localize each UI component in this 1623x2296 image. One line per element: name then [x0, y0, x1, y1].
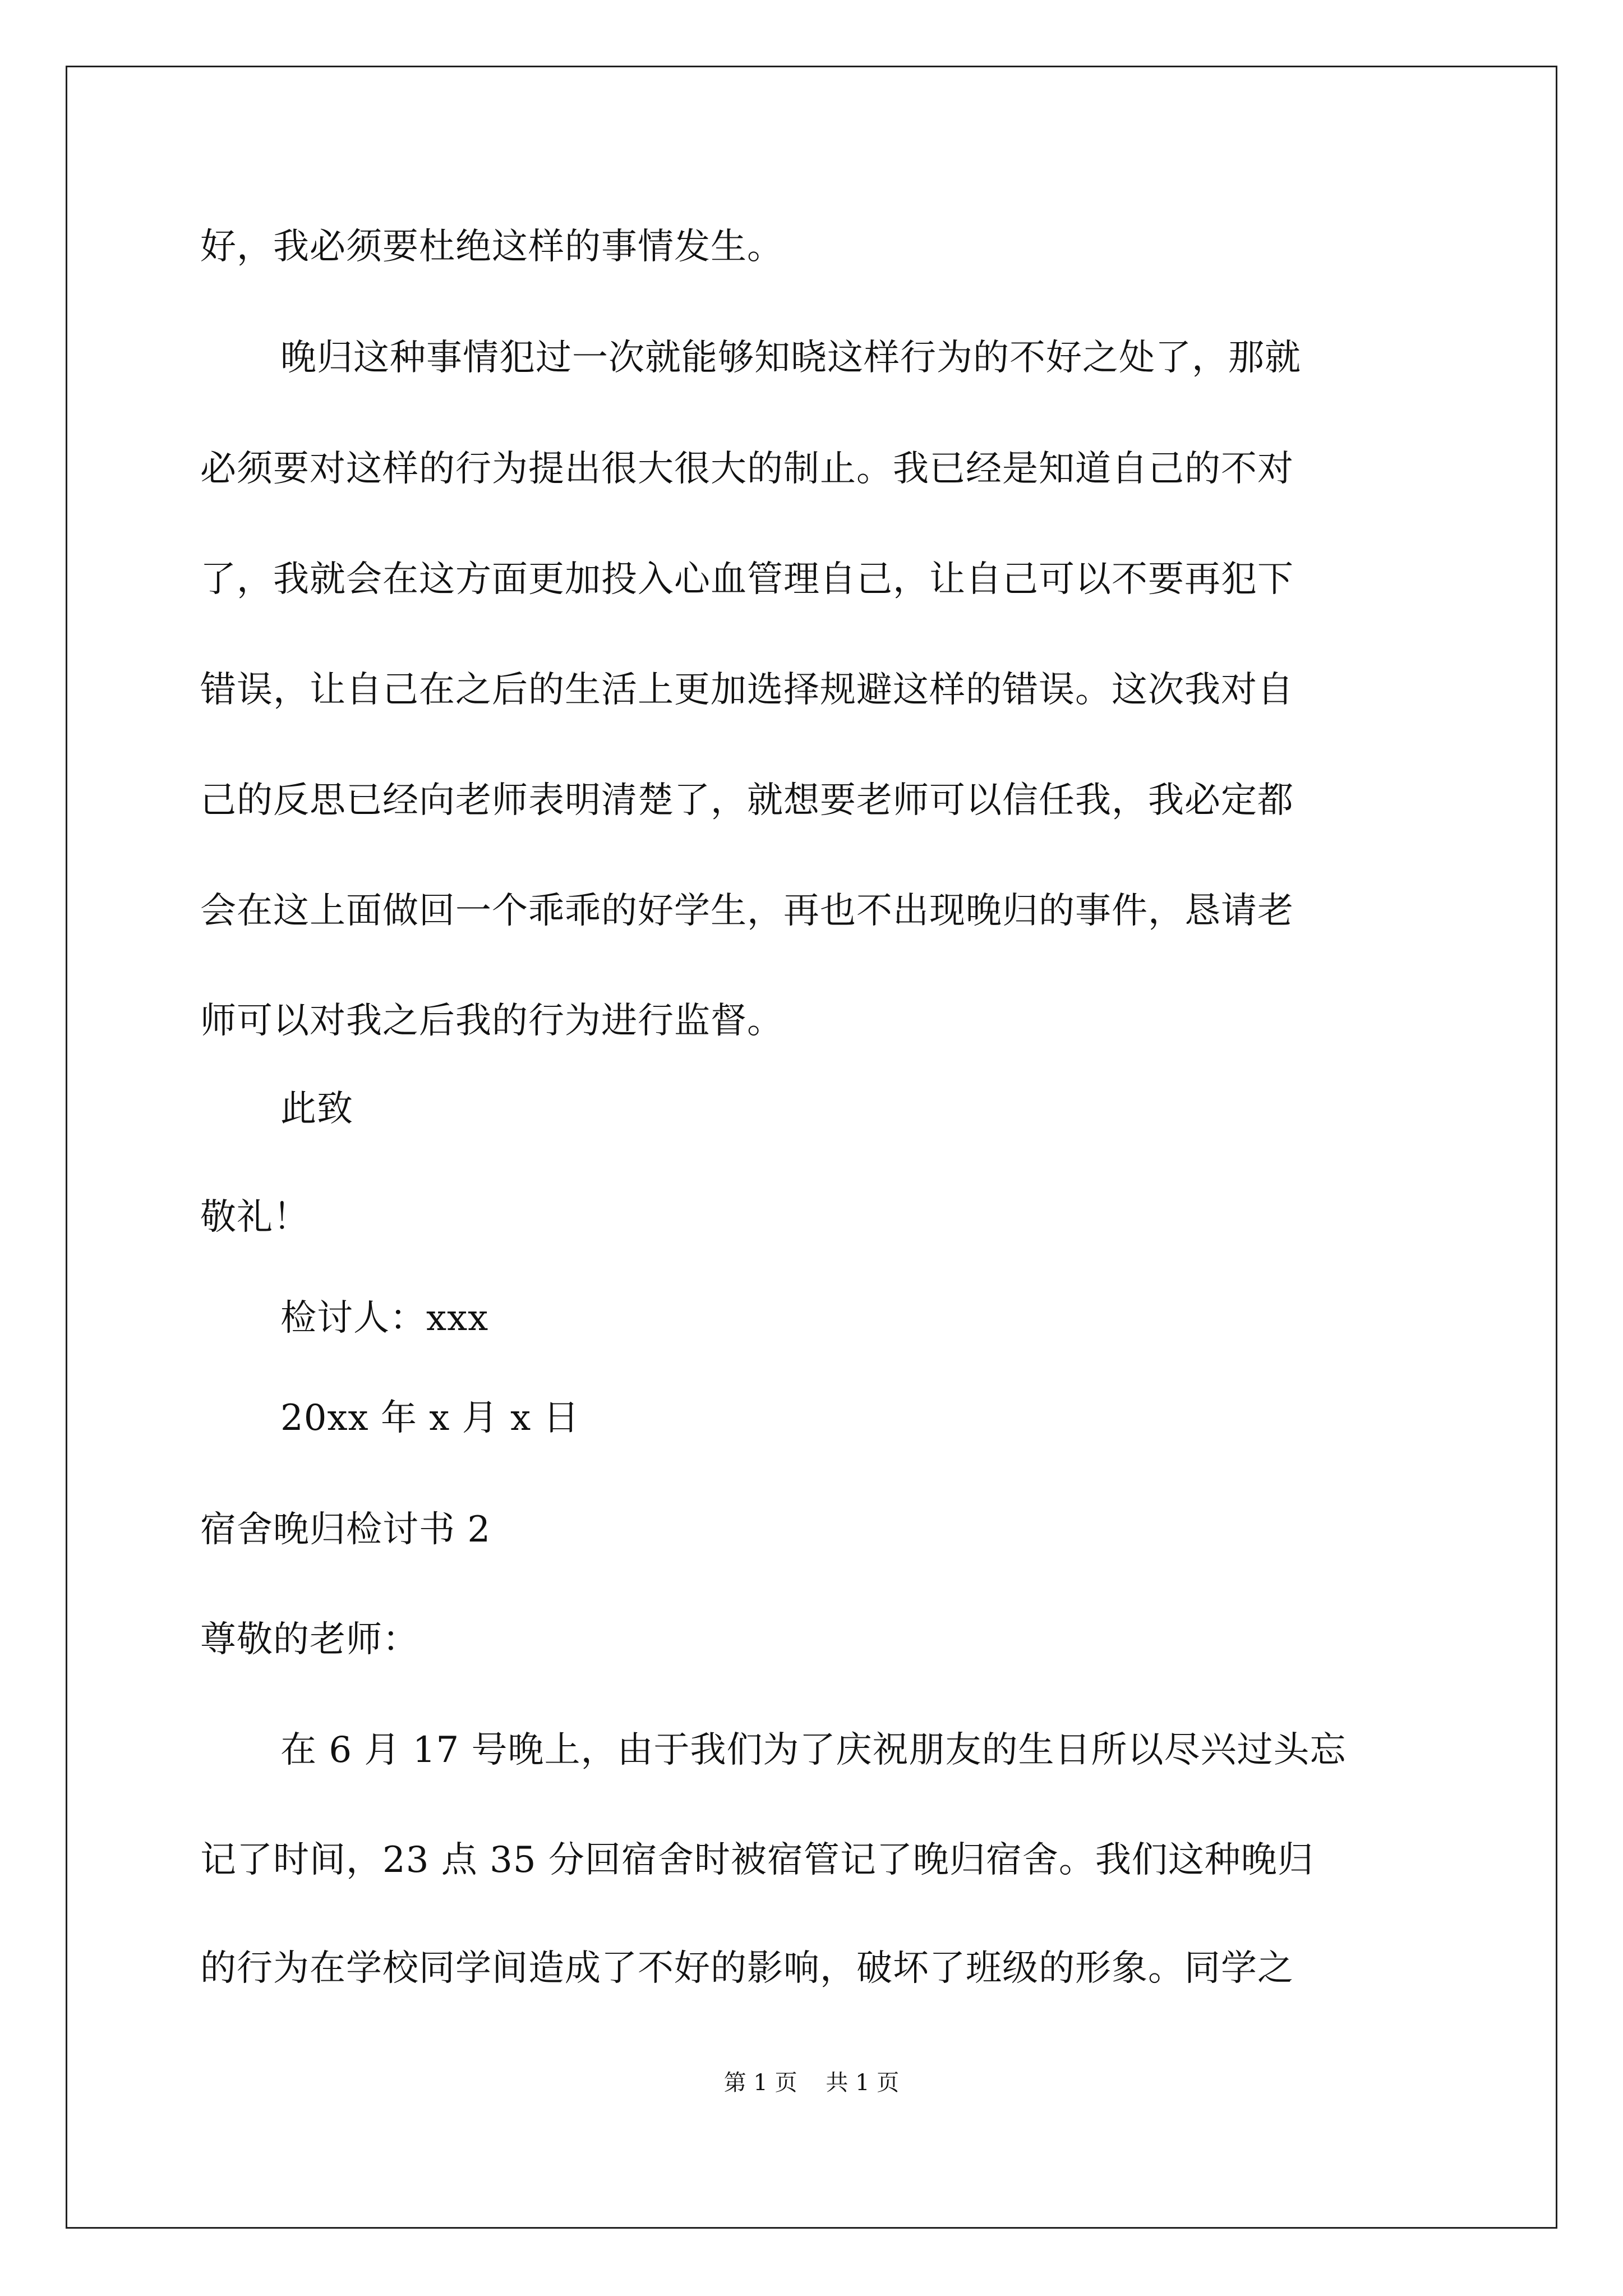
text-line: 的行为在学校同学间造成了不好的影响，破坏了班级的形象。同学之: [200, 1948, 1294, 1989]
date-line: 20xx 年 x 月 x 日: [280, 1397, 580, 1439]
text-line: 好，我必须要杜绝这样的事情发生。: [200, 226, 783, 268]
page-border: [66, 66, 1557, 2229]
text-line: 错误，让自己在之后的生活上更加选择规避这样的错误。这次我对自: [200, 669, 1294, 711]
section-title: 宿舍晚归检讨书 2: [200, 1509, 491, 1550]
text-line: 师可以对我之后我的行为进行监督。: [200, 1000, 783, 1042]
signature-line: 检讨人：xxx: [280, 1297, 489, 1339]
text-line: 晚归这种事情犯过一次就能够知晓这样行为的不好之处了，那就: [280, 337, 1301, 379]
page-footer: 第 1 页 共 1 页: [723, 2070, 900, 2096]
text-line: 己的反思已经向老师表明清楚了，就想要老师可以信任我，我必定都: [200, 780, 1294, 821]
text-line: 在 6 月 17 号晚上，由于我们为了庆祝朋友的生日所以尽兴过头忘: [280, 1729, 1347, 1771]
greeting-line: 尊敬的老师：: [200, 1619, 419, 1660]
text-line: 必须要对这样的行为提出很大很大的制止。我已经是知道自己的不对: [200, 448, 1294, 490]
text-line: 了，我就会在这方面更加投入心血管理自己，让自己可以不要再犯下: [200, 559, 1294, 600]
text-line: 记了时间，23 点 35 分回宿舍时被宿管记了晚归宿舍。我们这种晚归: [200, 1839, 1314, 1881]
salutation-line: 此致: [280, 1088, 353, 1130]
salutation-line: 敬礼！: [200, 1197, 310, 1238]
text-line: 会在这上面做回一个乖乖的好学生，再也不出现晚归的事件，恳请老: [200, 890, 1294, 932]
